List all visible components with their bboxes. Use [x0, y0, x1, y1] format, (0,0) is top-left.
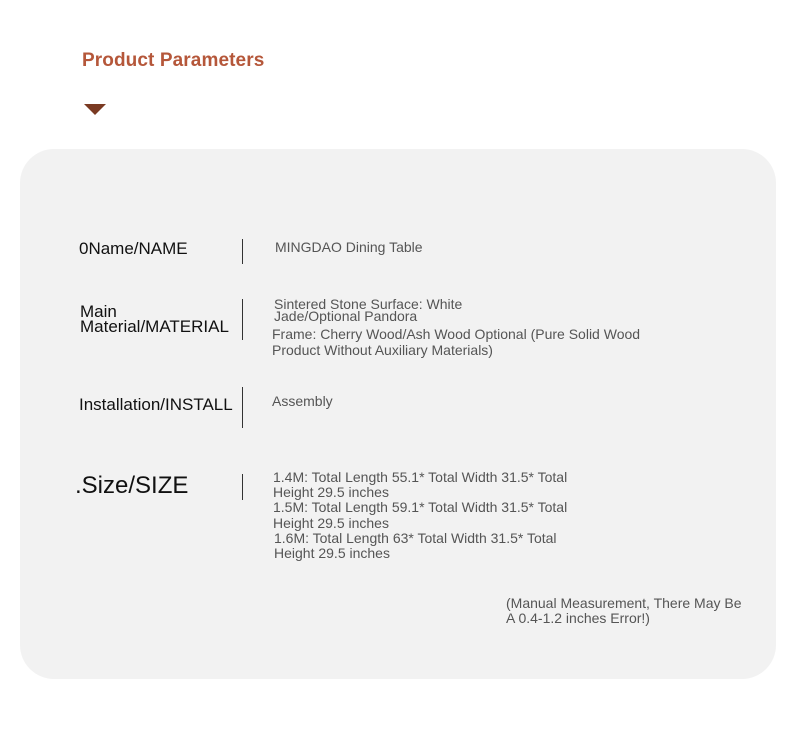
material-label-line1: Main	[80, 302, 117, 321]
size-divider	[242, 474, 243, 500]
size-value-line6: Height 29.5 inches	[274, 545, 390, 561]
size-value-line4: Height 29.5 inches	[273, 515, 389, 531]
install-divider	[242, 387, 243, 428]
size-value-line1: 1.4M: Total Length 55.1* Total Width 31.5* Total	[273, 469, 568, 485]
size-value-line5: 1.6M: Total Length 63* Total Width 31.5* Total	[274, 530, 557, 546]
name-value: MINGDAO Dining Table	[275, 239, 423, 255]
install-label: Installation/INSTALL	[79, 395, 233, 414]
name-label: 0Name/NAME	[79, 239, 188, 258]
material-value-line4: Product Without Auxiliary Materials)	[272, 342, 493, 358]
material-value-line2: Jade/Optional Pandora	[274, 308, 418, 324]
section-title: Product Parameters	[82, 50, 265, 71]
measurement-note-line1: (Manual Measurement, There May Be	[506, 595, 742, 611]
size-value-line3: 1.5M: Total Length 59.1* Total Width 31.5* Total	[273, 499, 568, 515]
install-value: Assembly	[272, 393, 333, 409]
material-value-line3: Frame: Cherry Wood/Ash Wood Optional (Pure Solid Wood	[272, 326, 641, 342]
name-divider	[242, 239, 243, 264]
size-value-line2: Height 29.5 inches	[273, 484, 389, 500]
material-label-line2: Material/MATERIAL	[80, 317, 229, 336]
material-value-line1: Sintered Stone Surface: White	[274, 296, 463, 312]
measurement-note-line2: A 0.4-1.2 inches Error!)	[506, 610, 650, 626]
material-divider	[242, 299, 243, 340]
size-label: .Size/SIZE	[75, 472, 189, 499]
triangle-down-icon	[84, 104, 106, 115]
